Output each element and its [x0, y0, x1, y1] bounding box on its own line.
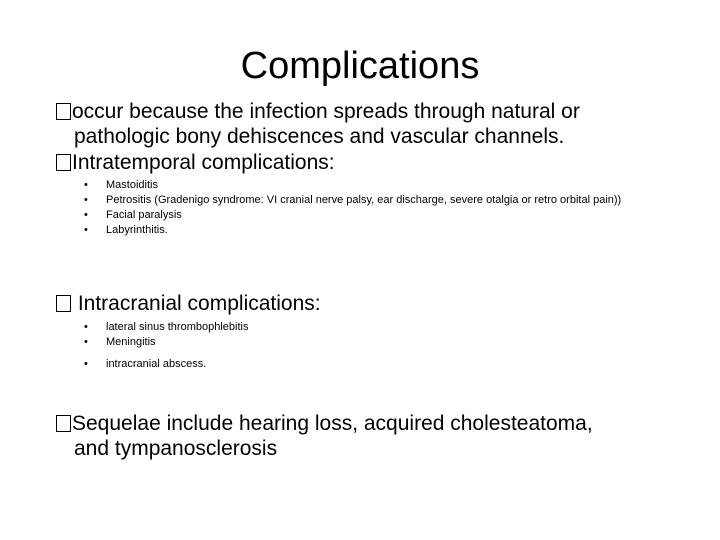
list-item — [84, 357, 644, 372]
paragraph-sequelae-line1: Sequelae include hearing loss, acquired cholesteatoma, — [72, 412, 593, 435]
heading-intratemporal-text: Intratemporal complications: — [72, 151, 335, 174]
bullet-icon: • — [84, 179, 88, 191]
missing-glyph-box-icon — [56, 103, 71, 120]
missing-glyph-box-icon — [56, 154, 71, 171]
list-item — [84, 178, 644, 193]
missing-glyph-box-icon — [56, 295, 71, 312]
list-item — [84, 208, 644, 223]
bullet-icon: • — [84, 358, 88, 370]
bullet-icon: • — [84, 336, 88, 348]
bullet-icon: • — [84, 194, 88, 206]
list-item-text: lateral sinus thrombophlebitis — [106, 321, 249, 333]
heading-intracranial-text: Intracranial complications: — [72, 292, 321, 315]
heading-intracranial — [56, 291, 676, 316]
list-item-text: Petrositis (Gradenigo syndrome: VI cranial nerve palsy, ear discharge, severe otalgia or retro orbital pain)) — [106, 194, 622, 206]
list-item — [84, 193, 644, 208]
intratemporal-list — [84, 178, 644, 238]
list-item — [84, 320, 644, 335]
paragraph-sequelae-line2: and tympanosclerosis — [74, 437, 278, 460]
list-item — [84, 223, 644, 238]
bullet-icon: • — [84, 209, 88, 221]
list-item-text: Mastoiditis — [106, 179, 158, 191]
missing-glyph-box-icon — [56, 415, 71, 432]
paragraph-spread — [56, 99, 676, 149]
list-item-text: intracranial abscess. — [106, 358, 207, 370]
list-item-text: Labyrinthitis. — [106, 224, 168, 236]
bullet-icon: • — [84, 224, 88, 236]
heading-intratemporal — [56, 150, 676, 175]
paragraph-spread-line2: pathologic bony dehiscences and vascular channels. — [74, 125, 565, 148]
slide-title: Complications — [240, 45, 480, 87]
paragraph-spread-line1: occur because the infection spreads through natural or — [72, 100, 580, 123]
intracranial-list — [84, 320, 644, 372]
bullet-icon: • — [84, 321, 88, 333]
list-item — [84, 335, 644, 350]
paragraph-sequelae — [56, 411, 676, 461]
list-item-text: Meningitis — [106, 336, 156, 348]
list-item-text: Facial paralysis — [106, 209, 182, 221]
